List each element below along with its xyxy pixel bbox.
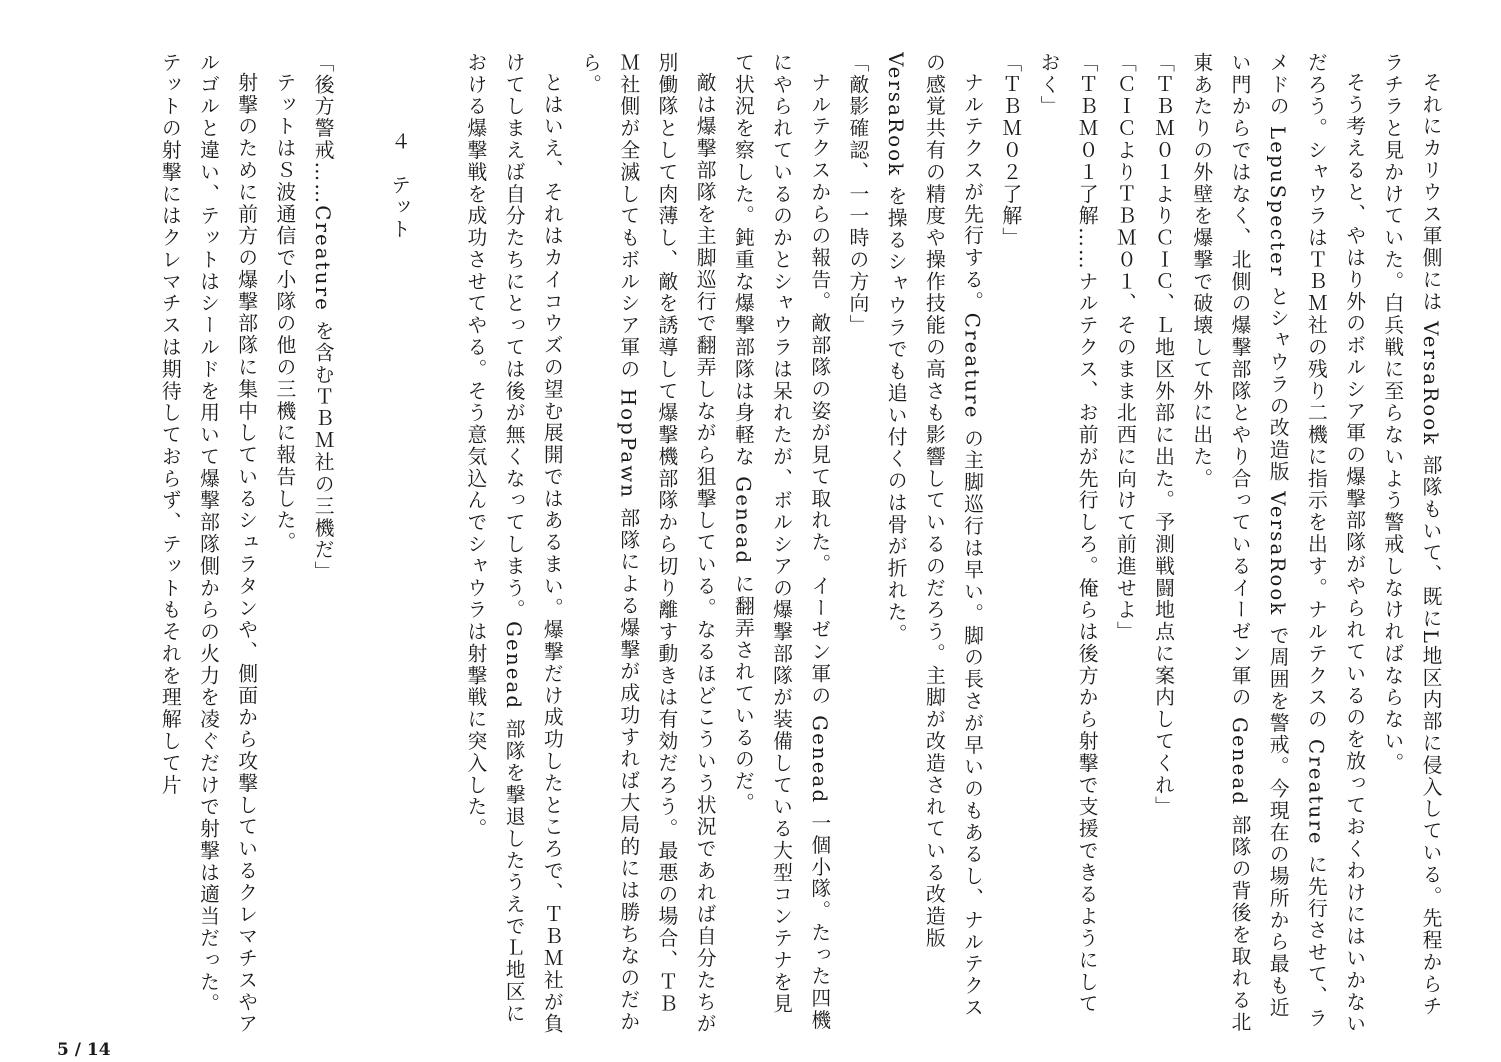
dialogue-line: 「ＴＢＭ０２了解」 [998,52,1022,250]
paragraph: ナルテクスが先行する。Creature の主脚巡行は早い。脚の長さが早いのもあるし、ナルテクスの感覚共有の精度や操作技能の高さも影響しているのだろう。主脚が改造されている改造版 VersaRook を操るシャウラでも追い付くのは骨が折れた。 [884,52,984,1019]
paragraph: 敵は爆撃部隊を主脚巡行で翻弄しながら狙撃している。なるほどこういう状況であれば自分たちが別働隊として肉薄し、敵を誘導して爆撃機部隊から切り離す動きは有効だろう。最悪の場合、ＴＢＭ社側が全滅してもボルシア軍の HopPawn 部隊による爆撃が成功すれば大局的には勝ちなのだから。 [578,52,717,1035]
section-heading: ４ テット [387,131,411,241]
paragraph: そう考えると、やはり外のボルシア軍の爆撃部隊がやられているのを放っておくわけにはいかないだろう。シャウラはＴＢＭ社の残り二機に指示を出す。ナルテクスの Creature に先行させて、ラメドの LepuSpecter とシャウラの改造版 VersaRook で周囲を警戒。今現在の場所から最も近い門からではなく、北側の爆撃部隊とやり合っているイーゼン軍の Genead 部隊の背後を取れる北東あたりの外壁を爆撃で破壊して外に出た。 [1189,52,1366,1035]
dialogue-line: 「ＴＢＭ０１よりＣＩＣ、Ｌ地区外部に出た。予測戦闘地点に案内してくれ」 [1151,52,1175,819]
dialogue-line: 「敵影確認、一一時の方向」 [845,52,869,337]
paragraph: ナルテクスからの報告。敵部隊の姿が見て取れた。イーゼン軍の Genead 一個小隊。たった四機にやられているのかとシャウラは呆れたが、ボルシアの爆撃部隊が装備している大型コンテナを見て状況を察した。鈍重な爆撃部隊は身軽な Genead に翻弄されているのだ。 [731,52,831,1032]
blank-line [341,52,379,1037]
dialogue-line: 「ＴＢＭ０１了解……ナルテクス、お前が先行しろ。俺らは後方から射撃で支援できるようにしておく」 [1036,52,1099,1016]
dialogue-line: 「ＣＩＣよりＴＢＭ０１、そのまま北西に向けて前進せよ」 [1113,52,1137,644]
paragraph: とはいえ、それはカイコウズの望む展開ではあるまい。爆撃だけ成功したところで、ＴＢＭ社が負けてしまえば自分たちにとっては後が無くなってしまう。Genead 部隊を撃退したうえでＬ地区における爆撃戦を成功させてやる。そう意気込んでシャウラは射撃戦に突入した。 [463,52,564,1035]
paragraph: テットはＳ波通信で小隊の他の三機に報告した。 [272,71,296,554]
dialogue-line: 「後方警戒……Creature を含むＴＢＭ社の三機だ」 [311,52,335,584]
paragraph: それにカリウス軍側には VersaRook 部隊もいて、既にL地区内部に侵入している。先程からチラチラと見かけていた。白兵戦に至らないよう警戒しなければならない。 [1380,52,1442,1018]
vertical-text-body [49,52,1449,1037]
blank-line [418,52,456,1037]
page-number: 5 / 14 [57,1040,111,1060]
paragraph: 射撃のために前方の爆撃部隊に集中しているシュラタンや、側面から攻撃しているクレマチスやアルゴルと違い、テットはシールドを用いて爆撃部隊側からの火力を凌ぐだけで射撃は適当だった。テットの射撃にはクレマチスは期待しておらず、テットもそれを理解して片 [158,52,258,1035]
